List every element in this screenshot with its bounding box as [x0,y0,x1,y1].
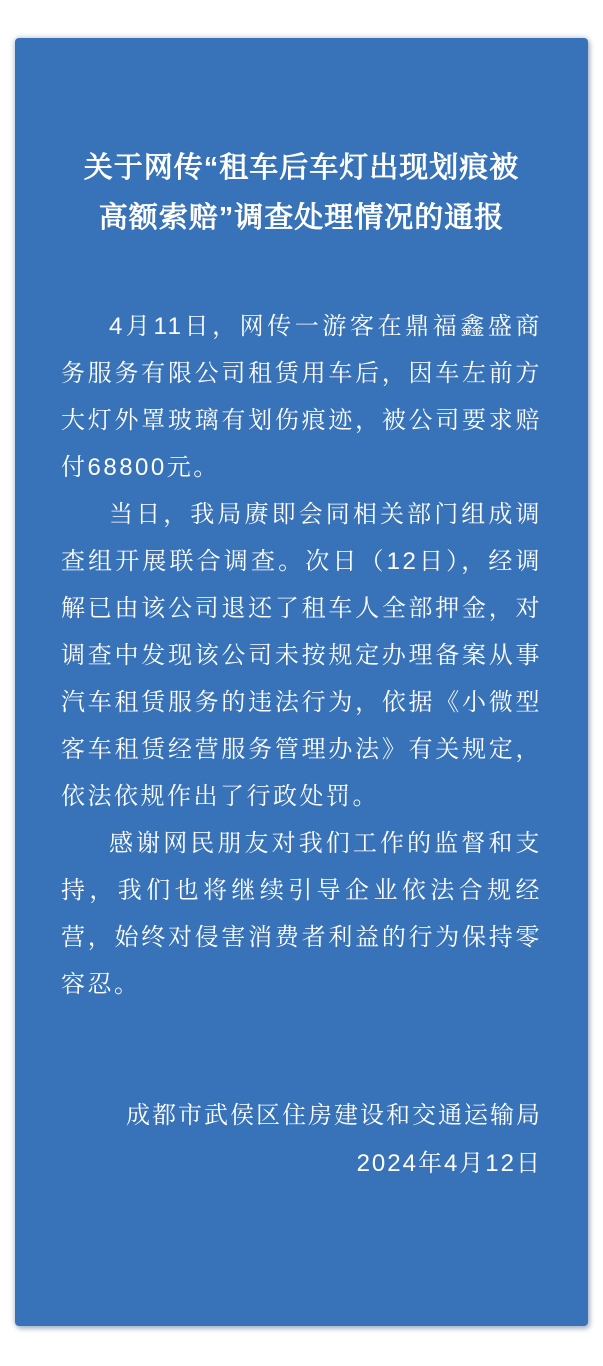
notice-card [15,38,588,1326]
notice-paragraph-1: 4月11日，网传一游客在鼎福鑫盛商务服务有限公司租赁用车后，因车左前方大灯外罩玻璃有划伤痕迹，被公司要求赔付68800元。 [61,313,542,481]
notice-body [61,303,542,1008]
notice-paragraph-3: 感谢网民朋友对我们工作的监督和支持，我们也将继续引导企业依法合规经营，始终对侵害消费者利益的行为保持零容忍。 [61,830,542,998]
notice-title-line-1: 关于网传“租车后车灯出现划痕被 [83,152,520,184]
notice-title [61,143,542,243]
notice-title-line-2: 高额索赔”调查处理情况的通报 [98,202,505,234]
issuing-authority: 成都市武侯区住房建设和交通运输局 [126,1102,542,1129]
notice-sign-block [61,1092,542,1188]
issue-date: 2024年4月12日 [356,1150,542,1177]
notice-paragraph-2: 当日，我局赓即会同相关部门组成调查组开展联合调查。次日（12日），经调解已由该公司退还了租车人全部押金，对调查中发现该公司未按规定办理备案从事汽车租赁服务的违法行为，依据《小微型客车租赁经营服务管理办法》有关规定，依法依规作出了行政处罚。 [61,501,542,810]
